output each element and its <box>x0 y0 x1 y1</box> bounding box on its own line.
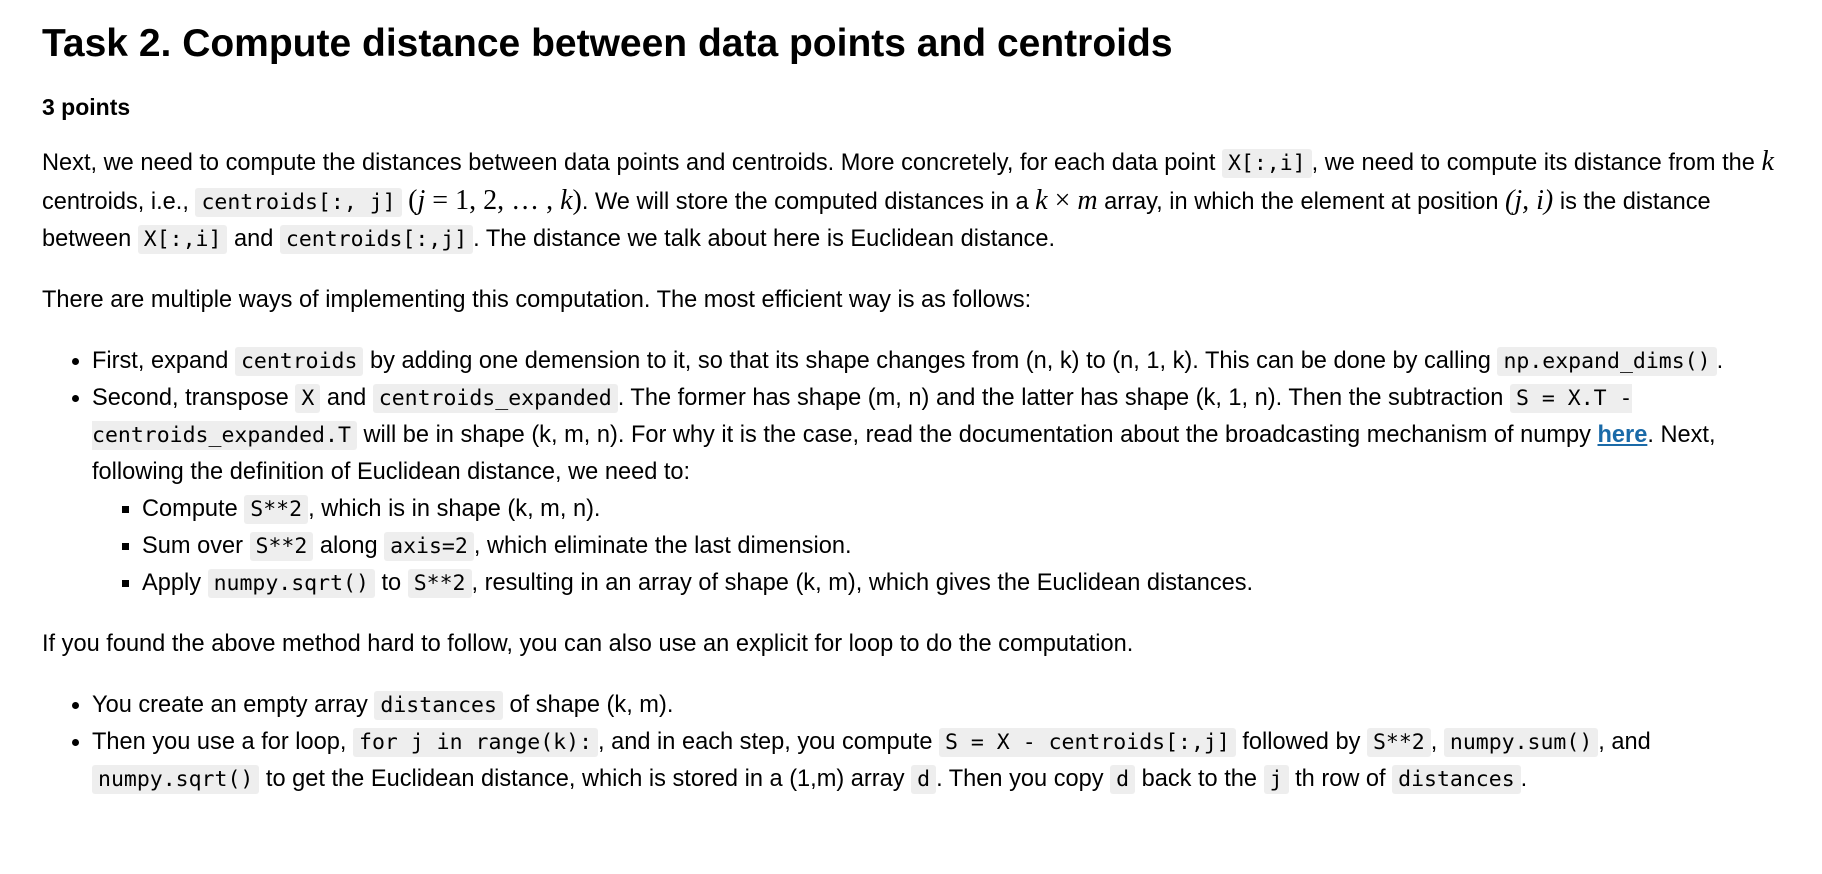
euclidean-steps-list <box>92 491 1806 602</box>
math-k-by-m: k × m <box>1035 185 1098 216</box>
inline-code: distances <box>1392 765 1521 794</box>
list-item: • Second, transpose X and centroids_expanded . The former has shape (m, n) and the latter has shape (k, 1, n). Then the subtraction S = X.T - centroids_expanded.T will be in shape (k, m, n). For why it is the case, read the documentation about the broadcasting mechanism of numpy here. Next, following the definition of Euclidean distance, we need to: ▪ Compute S**2 , which is in shape (k, m, n). ▪ Sum over S**2 along axis=2 , which eliminate the last dimension. ▪ Apply numpy.sqrt() to S**2 , resulting in an array of shape (k, m), which gives the Euclidean distances. <box>92 380 1806 602</box>
inline-code: d <box>911 765 936 794</box>
inline-code: centroids <box>235 347 364 376</box>
inline-code: d <box>1110 765 1135 794</box>
math-position: (j, i) <box>1505 185 1554 216</box>
inline-code: S**2 <box>244 495 308 524</box>
math-k: k <box>1761 146 1774 177</box>
list-item: ▪ Sum over S**2 along axis=2 , which eliminate the last dimension. <box>142 528 1806 565</box>
math-range: (j = 1, 2, … , k) <box>408 185 582 216</box>
inline-code: S = X - centroids[:,j] <box>939 728 1236 757</box>
intro-paragraph: Next, we need to compute the distances between data points and centroids. More concretely, for each data point X[:,i] , we need to compute its distance from the k centroids, i.e., centroids[:, j] (j = 1, 2, … , k). We will store the computed distances in a k × m array, in which the element at position (j, i) is the distance between X[:,i] and centroids[:,j] . The distance we talk about here is Euclidean distance. <box>42 146 1774 252</box>
inline-code: S**2 <box>1367 728 1431 757</box>
inline-code: X <box>295 384 320 413</box>
broadcasting-docs-link[interactable]: here <box>1597 422 1648 448</box>
list-item: • Then you use a for loop, for j in range(k): , and in each step, you compute S = X - centroids[:,j] followed by S**2 , numpy.sum() , and numpy.sqrt() to get the Euclidean distance, which is stored in a (1,m) array d . Then you copy d back to the j th row of distances . <box>92 724 1806 798</box>
inline-code: numpy.sum() <box>1444 728 1598 757</box>
alternative-paragraph: If you found the above method hard to follow, you can also use an explicit for loop to do the computation. <box>42 631 1134 657</box>
inline-code: axis=2 <box>384 532 474 561</box>
list-item: • You create an empty array distances of shape (k, m). <box>92 687 1806 724</box>
inline-code: X[:,i] <box>1222 149 1312 178</box>
efficient-method-list <box>42 343 1806 602</box>
inline-code: distances <box>374 691 503 720</box>
inline-code: centroids[:, j] <box>195 188 401 217</box>
list-item: ▪ Apply numpy.sqrt() to S**2 , resulting in an array of shape (k, m), which gives the Euclidean distances. <box>142 565 1806 602</box>
inline-code: centroids[:,j] <box>280 225 473 254</box>
list-item: • First, expand centroids by adding one demension to it, so that its shape changes from (n, k) to (n, 1, k). This can be done by calling np.expand_dims() . <box>92 343 1806 380</box>
inline-code: S**2 <box>408 569 472 598</box>
methods-paragraph: There are multiple ways of implementing this computation. The most efficient way is as follows: <box>42 287 1032 313</box>
inline-code: S**2 <box>250 532 314 561</box>
inline-code: np.expand_dims() <box>1497 347 1716 376</box>
inline-code: for j in range(k): <box>353 728 598 757</box>
inline-code: numpy.sqrt() <box>208 569 375 598</box>
inline-code: X[:,i] <box>138 225 228 254</box>
inline-code: S = X.T - centroids_expanded.T <box>92 386 1633 448</box>
inline-code: numpy.sqrt() <box>92 765 259 794</box>
inline-code: centroids_expanded <box>373 384 618 413</box>
list-item: ▪ Compute S**2 , which is in shape (k, m, n). <box>142 491 1806 528</box>
for-loop-method-list <box>42 687 1806 798</box>
inline-code: j <box>1264 765 1289 794</box>
points-label: 3 points <box>42 94 131 120</box>
page-title: Task 2. Compute distance between data points and centroids <box>42 22 1173 65</box>
